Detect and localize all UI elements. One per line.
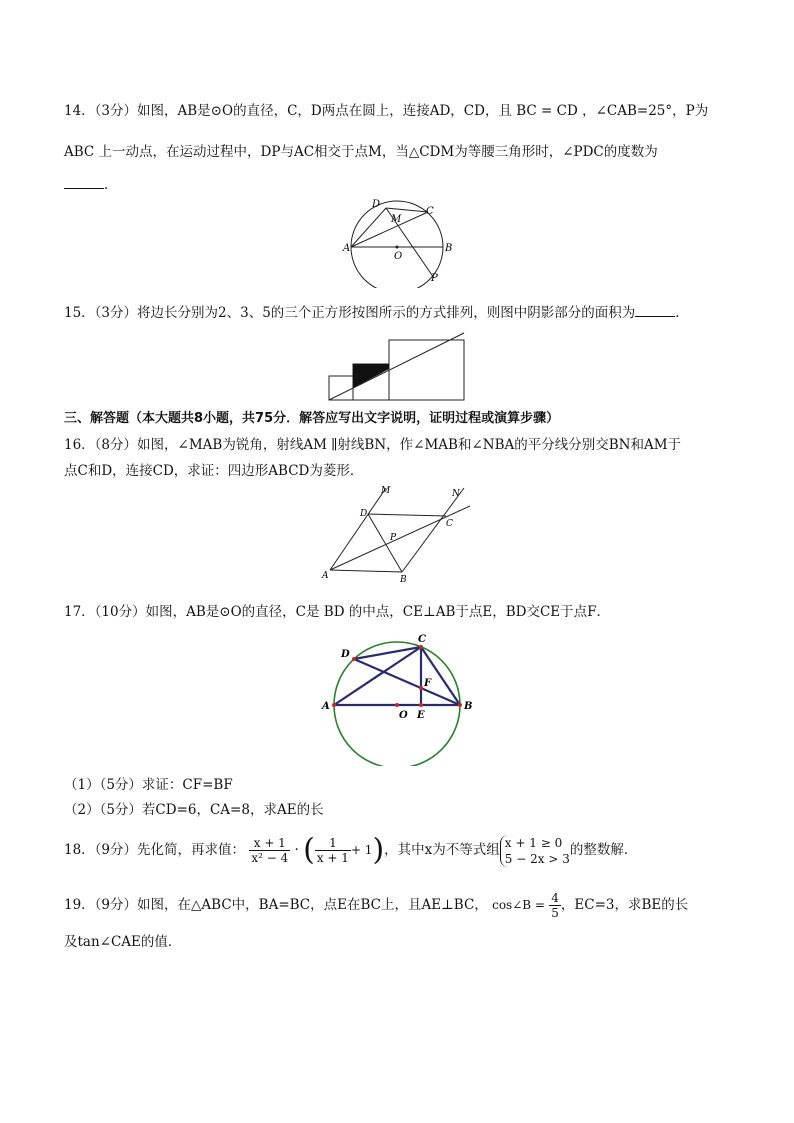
label-D: D	[341, 649, 350, 660]
label-P: P	[390, 533, 397, 543]
label-D: D	[360, 509, 368, 519]
label-M: M	[381, 486, 391, 496]
fraction-2: $\frac{1}{x + 1}$	[316, 836, 349, 865]
label-A: A	[322, 701, 330, 712]
q16-line1: 16．（8分）如图，∠MAB为锐角，射线AM ∥射线BN，作∠MAB和∠NBA的平分线分别交BN和AM于	[64, 437, 682, 453]
q16-line2: 点C和D，连接CD，求证：四边形ABCD为菱形．	[64, 463, 364, 479]
label-F: F	[424, 678, 432, 689]
label-M: M	[391, 214, 402, 225]
q15-line1: 15．（3分）将边长分别为2、3、5的三个正方形按图所示的方式排列，则图中阴影部分的面积为 ．	[64, 305, 689, 321]
q17-line1: 17．（10分）如图，AB是⊙O的直径，C是 BD 的中点，CE⊥AB于点E，BD交CE于点F．	[64, 604, 611, 620]
answer-blank	[635, 304, 675, 317]
answer-blank	[64, 176, 104, 189]
fraction-1: $\frac{x + 1}{\text{x² − 4}}$	[251, 836, 289, 865]
q14-line3: ．	[64, 176, 118, 194]
q14-line2: ABC 上一动点，在运动过程中，DP与AC相交于点M，当△CDM为等腰三角形时，∠PDC的度数为	[64, 144, 658, 160]
q14-circle-figure	[338, 196, 458, 288]
label-P: P	[431, 273, 438, 284]
label-E: E	[417, 710, 425, 721]
label-C: C	[418, 634, 426, 645]
q15-squares-figure	[328, 332, 466, 402]
q19-line1: 19．（9分）如图，在△ABC中，BA=BC，点E在BC上，且AE⊥BC， cos∠B = $\frac{4}{5}$ ，EC=3，求BE的长	[64, 891, 689, 920]
q19-line2: 及tan∠CAE的值．	[64, 934, 182, 950]
label-B: B	[445, 243, 453, 254]
q17-circle-figure	[318, 628, 478, 766]
label-B: B	[464, 701, 473, 712]
q18-line: 18．（9分）先化简，再求值： $\frac{x + 1}{\text{x² − 4}}$ · ( $\frac{1}{x + 1}$ + 1)，其中x为不等式组 x + 1 ≥ 0 5 − 2x > 3 的整数解．	[64, 832, 638, 868]
q14-line1: 14．（3分）如图，AB是⊙O的直径，C，D两点在圆上，连接AD，CD，且 BC = CD ，∠CAB=25°，P为	[64, 103, 709, 119]
label-D: D	[372, 199, 381, 210]
q17-part1: （1）（5分）求证：CF=BF	[64, 777, 233, 793]
inequality-system: x + 1 ≥ 0 5 − 2x > 3	[500, 835, 570, 867]
label-C: C	[446, 519, 453, 529]
label-N: N	[452, 489, 460, 499]
q17-part2: （2）（5分）若CD=6，CA=8，求AE的长	[64, 802, 324, 818]
label-O: O	[399, 710, 408, 721]
label-A: A	[322, 571, 329, 581]
label-C: C	[426, 206, 434, 217]
label-A: A	[343, 243, 351, 254]
label-O: O	[394, 251, 403, 262]
fraction-cos: $\frac{4}{5}$	[551, 891, 559, 920]
q16-rhombus-figure	[318, 484, 478, 584]
section3-title: 三、解答题（本大题共8小题，共75分．解答应写出文字说明，证明过程或演算步骤）	[64, 411, 560, 426]
label-B: B	[400, 575, 407, 584]
